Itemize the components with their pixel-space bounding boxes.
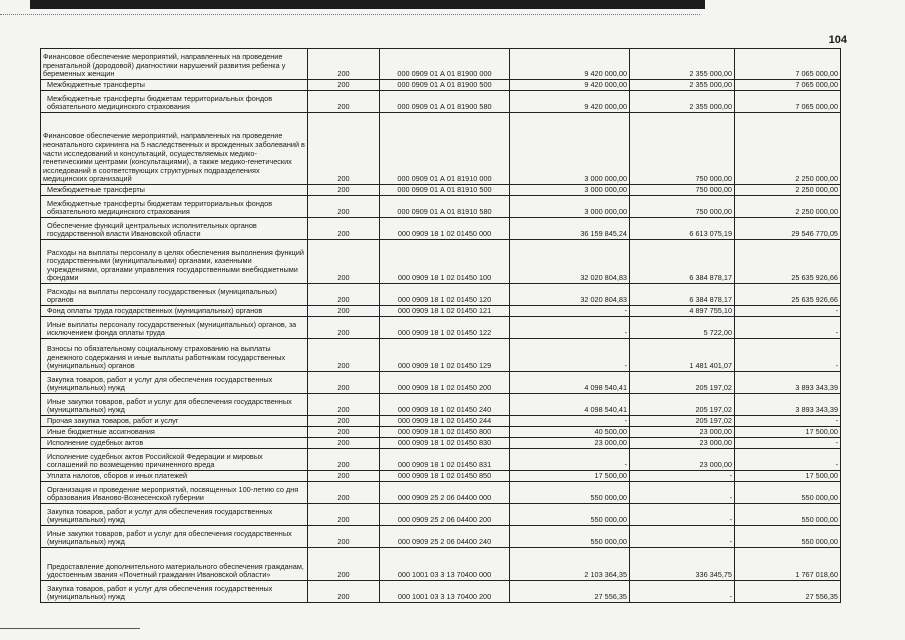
row-admin-code-cell: 200 [308, 504, 380, 526]
table-row [41, 80, 841, 91]
row-budget-code-cell: 000 1001 03 3 13 70400 000 [380, 548, 510, 581]
row-executed-amount-cell: - [630, 471, 735, 482]
row-approved-amount-cell: 9 420 000,00 [510, 80, 630, 91]
row-budget-code-cell: 000 0909 18 1 02 01450 200 [380, 372, 510, 394]
row-budget-code-cell: 000 0909 25 2 06 04400 200 [380, 504, 510, 526]
row-approved-amount-cell: - [510, 416, 630, 427]
row-admin-code-cell: 200 [308, 372, 380, 394]
row-approved-amount-cell: - [510, 317, 630, 339]
row-admin-code-cell: 200 [308, 394, 380, 416]
row-name-cell: Фонд оплаты труда государственных (муниципальных) органов [41, 306, 308, 317]
row-name-cell: Финансовое обеспечение мероприятий, направленных на проведение неонатального скрининга на 5 наследственных и врожденных заболеваний в части исследований и консультаций, осуществляемых медико-генетическими центрами (консультациями), а также медико-генетических исследований в соответствующих структурных подразделениях медицинских организаций [41, 113, 308, 185]
row-executed-amount-cell: 4 897 755,10 [630, 306, 735, 317]
row-budget-code-cell: 000 0909 01 А 01 81910 000 [380, 113, 510, 185]
row-admin-code-cell: 200 [308, 482, 380, 504]
row-remaining-amount-cell: 2 250 000,00 [735, 185, 841, 196]
row-budget-code-cell: 000 0909 18 1 02 01450 121 [380, 306, 510, 317]
table-row [41, 482, 841, 504]
table-row [41, 449, 841, 471]
row-approved-amount-cell: 23 000,00 [510, 438, 630, 449]
row-admin-code-cell: 200 [308, 548, 380, 581]
row-executed-amount-cell: 6 384 878,17 [630, 240, 735, 284]
row-admin-code-cell: 200 [308, 49, 380, 80]
row-approved-amount-cell: 550 000,00 [510, 526, 630, 548]
row-remaining-amount-cell: 25 635 926,66 [735, 240, 841, 284]
row-budget-code-cell: 000 0909 01 А 01 81910 580 [380, 196, 510, 218]
table-row [41, 91, 841, 113]
row-admin-code-cell: 200 [308, 80, 380, 91]
row-executed-amount-cell: 23 000,00 [630, 449, 735, 471]
row-name-cell: Иные закупки товаров, работ и услуг для обеспечения государственных (муниципальных) нужд [41, 394, 308, 416]
row-budget-code-cell: 000 0909 18 1 02 01450 122 [380, 317, 510, 339]
row-remaining-amount-cell: - [735, 416, 841, 427]
row-admin-code-cell: 200 [308, 317, 380, 339]
row-admin-code-cell: 200 [308, 113, 380, 185]
row-admin-code-cell: 200 [308, 416, 380, 427]
row-executed-amount-cell: 750 000,00 [630, 196, 735, 218]
row-name-cell: Закупка товаров, работ и услуг для обеспечения государственных (муниципальных) нужд [41, 581, 308, 603]
row-remaining-amount-cell: 17 500,00 [735, 427, 841, 438]
row-name-cell: Иные бюджетные ассигнования [41, 427, 308, 438]
row-executed-amount-cell: 2 355 000,00 [630, 80, 735, 91]
budget-table-body [41, 49, 841, 603]
row-executed-amount-cell: 23 000,00 [630, 427, 735, 438]
row-admin-code-cell: 200 [308, 196, 380, 218]
row-executed-amount-cell: 205 197,02 [630, 416, 735, 427]
row-budget-code-cell: 000 0909 18 1 02 01450 831 [380, 449, 510, 471]
table-row [41, 438, 841, 449]
row-approved-amount-cell: 3 000 000,00 [510, 113, 630, 185]
row-budget-code-cell: 000 0909 01 А 01 81900 000 [380, 49, 510, 80]
row-executed-amount-cell: 6 384 878,17 [630, 284, 735, 306]
row-name-cell: Расходы на выплаты персоналу государственных (муниципальных) органов [41, 284, 308, 306]
row-remaining-amount-cell: 29 546 770,05 [735, 218, 841, 240]
row-name-cell: Межбюджетные трансферты бюджетам территориальных фондов обязательного медицинского страхования [41, 91, 308, 113]
table-row [41, 284, 841, 306]
row-approved-amount-cell: 40 500,00 [510, 427, 630, 438]
row-approved-amount-cell: 4 098 540,41 [510, 394, 630, 416]
row-name-cell: Межбюджетные трансферты бюджетам территориальных фондов обязательного медицинского страхования [41, 196, 308, 218]
row-approved-amount-cell: 36 159 845,24 [510, 218, 630, 240]
table-row [41, 317, 841, 339]
row-executed-amount-cell: - [630, 526, 735, 548]
scan-artifact-top [30, 0, 705, 9]
row-remaining-amount-cell: 3 893 343,39 [735, 372, 841, 394]
row-budget-code-cell: 000 0909 18 1 02 01450 244 [380, 416, 510, 427]
table-row [41, 504, 841, 526]
table-row [41, 218, 841, 240]
scan-artifact-bottom [0, 628, 140, 629]
table-row [41, 113, 841, 185]
row-executed-amount-cell: 5 722,00 [630, 317, 735, 339]
row-name-cell: Взносы по обязательному социальному страхованию на выплаты денежного содержания и иные выплаты работникам государственных (муниципальных) органов [41, 339, 308, 372]
row-budget-code-cell: 000 0909 18 1 02 01450 830 [380, 438, 510, 449]
row-executed-amount-cell: 750 000,00 [630, 185, 735, 196]
row-name-cell: Предоставление дополнительного материального обеспечения гражданам, удостоенным звания «Почетный гражданин Ивановской области» [41, 548, 308, 581]
row-budget-code-cell: 000 0909 18 1 02 01450 100 [380, 240, 510, 284]
row-budget-code-cell: 000 0909 01 А 01 81910 500 [380, 185, 510, 196]
row-admin-code-cell: 200 [308, 438, 380, 449]
row-executed-amount-cell: 23 000,00 [630, 438, 735, 449]
row-approved-amount-cell: 2 103 364,35 [510, 548, 630, 581]
row-admin-code-cell: 200 [308, 91, 380, 113]
row-admin-code-cell: 200 [308, 449, 380, 471]
row-executed-amount-cell: 205 197,02 [630, 372, 735, 394]
row-remaining-amount-cell: 1 767 018,60 [735, 548, 841, 581]
row-budget-code-cell: 000 0909 01 А 01 81900 500 [380, 80, 510, 91]
row-remaining-amount-cell: - [735, 317, 841, 339]
row-remaining-amount-cell: - [735, 438, 841, 449]
row-executed-amount-cell: - [630, 581, 735, 603]
row-approved-amount-cell: 17 500,00 [510, 471, 630, 482]
row-admin-code-cell: 200 [308, 240, 380, 284]
row-remaining-amount-cell: 550 000,00 [735, 482, 841, 504]
row-admin-code-cell: 200 [308, 185, 380, 196]
row-budget-code-cell: 000 0909 18 1 02 01450 800 [380, 427, 510, 438]
row-admin-code-cell: 200 [308, 218, 380, 240]
row-remaining-amount-cell: 2 250 000,00 [735, 113, 841, 185]
budget-table [40, 48, 841, 603]
row-approved-amount-cell: 550 000,00 [510, 482, 630, 504]
row-budget-code-cell: 000 0909 18 1 02 01450 850 [380, 471, 510, 482]
row-name-cell: Межбюджетные трансферты [41, 80, 308, 91]
row-approved-amount-cell: - [510, 306, 630, 317]
row-executed-amount-cell: - [630, 504, 735, 526]
row-name-cell: Межбюджетные трансферты [41, 185, 308, 196]
page-number: 104 [828, 34, 847, 46]
row-budget-code-cell: 000 0909 18 1 02 01450 129 [380, 339, 510, 372]
row-remaining-amount-cell: 17 500,00 [735, 471, 841, 482]
table-row [41, 548, 841, 581]
row-name-cell: Обеспечение функций центральных исполнительных органов государственной власти Ивановской области [41, 218, 308, 240]
row-remaining-amount-cell: 7 065 000,00 [735, 49, 841, 80]
row-name-cell: Иные выплаты персоналу государственных (муниципальных) органов, за исключением фонда оплаты труда [41, 317, 308, 339]
row-remaining-amount-cell: - [735, 449, 841, 471]
row-approved-amount-cell: 9 420 000,00 [510, 49, 630, 80]
row-approved-amount-cell: 4 098 540,41 [510, 372, 630, 394]
row-admin-code-cell: 200 [308, 339, 380, 372]
table-row [41, 240, 841, 284]
row-budget-code-cell: 000 0909 01 А 01 81900 580 [380, 91, 510, 113]
row-name-cell: Финансовое обеспечение мероприятий, направленных на проведение пренатальной (дородовой) диагностики нарушений развития ребенка у беременных женщин [41, 49, 308, 80]
row-remaining-amount-cell: 550 000,00 [735, 504, 841, 526]
row-approved-amount-cell: 550 000,00 [510, 504, 630, 526]
row-name-cell: Прочая закупка товаров, работ и услуг [41, 416, 308, 427]
row-executed-amount-cell: 750 000,00 [630, 113, 735, 185]
table-row [41, 185, 841, 196]
row-approved-amount-cell: 27 556,35 [510, 581, 630, 603]
row-executed-amount-cell: 336 345,75 [630, 548, 735, 581]
row-admin-code-cell: 200 [308, 306, 380, 317]
row-remaining-amount-cell: 550 000,00 [735, 526, 841, 548]
table-row [41, 372, 841, 394]
row-admin-code-cell: 200 [308, 471, 380, 482]
row-name-cell: Иные закупки товаров, работ и услуг для обеспечения государственных (муниципальных) нужд [41, 526, 308, 548]
scan-artifact-line [0, 14, 700, 25]
row-approved-amount-cell: 3 000 000,00 [510, 196, 630, 218]
row-admin-code-cell: 200 [308, 581, 380, 603]
row-admin-code-cell: 200 [308, 284, 380, 306]
row-budget-code-cell: 000 0909 25 2 06 04400 000 [380, 482, 510, 504]
row-budget-code-cell: 000 0909 18 1 02 01450 120 [380, 284, 510, 306]
row-budget-code-cell: 000 0909 18 1 02 01450 000 [380, 218, 510, 240]
table-row [41, 394, 841, 416]
row-executed-amount-cell: 1 481 401,07 [630, 339, 735, 372]
row-remaining-amount-cell: 27 556,35 [735, 581, 841, 603]
row-name-cell: Организация и проведение мероприятий, посвященных 100-летию со дня образования Иваново-Вознесенской губернии [41, 482, 308, 504]
row-approved-amount-cell: - [510, 339, 630, 372]
row-name-cell: Уплата налогов, сборов и иных платежей [41, 471, 308, 482]
table-row [41, 49, 841, 80]
table-row [41, 416, 841, 427]
row-executed-amount-cell: 6 613 075,19 [630, 218, 735, 240]
table-row [41, 339, 841, 372]
row-name-cell: Закупка товаров, работ и услуг для обеспечения государственных (муниципальных) нужд [41, 504, 308, 526]
table-row [41, 427, 841, 438]
row-executed-amount-cell: 2 355 000,00 [630, 91, 735, 113]
row-executed-amount-cell: 2 355 000,00 [630, 49, 735, 80]
row-remaining-amount-cell: 3 893 343,39 [735, 394, 841, 416]
row-approved-amount-cell: 3 000 000,00 [510, 185, 630, 196]
row-name-cell: Закупка товаров, работ и услуг для обеспечения государственных (муниципальных) нужд [41, 372, 308, 394]
row-remaining-amount-cell: 25 635 926,66 [735, 284, 841, 306]
table-row [41, 196, 841, 218]
table-row [41, 471, 841, 482]
row-name-cell: Исполнение судебных актов Российской Федерации и мировых соглашений по возмещению причиненного вреда [41, 449, 308, 471]
row-approved-amount-cell: 32 020 804,83 [510, 240, 630, 284]
row-budget-code-cell: 000 0909 18 1 02 01450 240 [380, 394, 510, 416]
table-row [41, 526, 841, 548]
row-approved-amount-cell: 32 020 804,83 [510, 284, 630, 306]
row-remaining-amount-cell: - [735, 306, 841, 317]
row-admin-code-cell: 200 [308, 427, 380, 438]
row-approved-amount-cell: 9 420 000,00 [510, 91, 630, 113]
row-admin-code-cell: 200 [308, 526, 380, 548]
row-approved-amount-cell: - [510, 449, 630, 471]
row-name-cell: Исполнение судебных актов [41, 438, 308, 449]
table-row [41, 306, 841, 317]
row-budget-code-cell: 000 0909 25 2 06 04400 240 [380, 526, 510, 548]
row-budget-code-cell: 000 1001 03 3 13 70400 200 [380, 581, 510, 603]
row-remaining-amount-cell: 2 250 000,00 [735, 196, 841, 218]
row-remaining-amount-cell: 7 065 000,00 [735, 80, 841, 91]
row-name-cell: Расходы на выплаты персоналу в целях обеспечения выполнения функций государственными (муниципальными) органами, казенными учреждениями, органами управления государственными внебюджетными фондами [41, 240, 308, 284]
row-remaining-amount-cell: 7 065 000,00 [735, 91, 841, 113]
table-row [41, 581, 841, 603]
row-remaining-amount-cell: - [735, 339, 841, 372]
row-executed-amount-cell: 205 197,02 [630, 394, 735, 416]
row-executed-amount-cell: - [630, 482, 735, 504]
